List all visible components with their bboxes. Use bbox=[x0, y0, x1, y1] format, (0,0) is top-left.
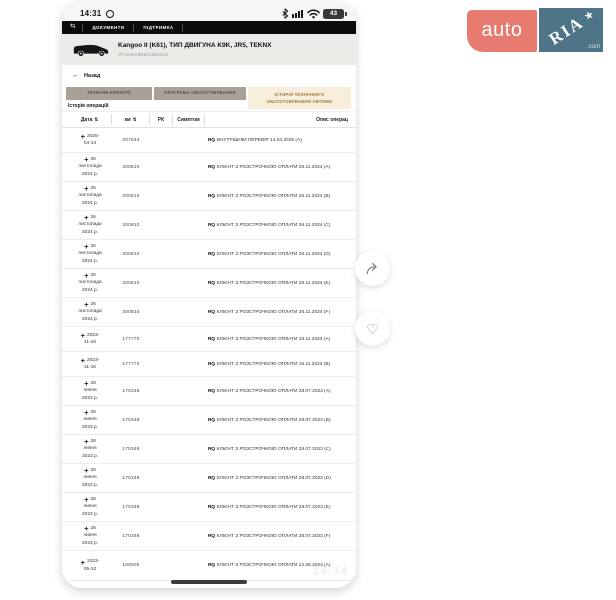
table-row bbox=[62, 298, 356, 327]
vehicle-info bbox=[118, 42, 272, 57]
date-cell: + 28 липня 2023 р. bbox=[81, 466, 98, 488]
operation-code: RQ bbox=[208, 417, 215, 423]
ria-logo bbox=[539, 8, 603, 52]
back-arrow-icon: ← bbox=[72, 72, 79, 79]
table-row bbox=[62, 269, 356, 298]
description-cell bbox=[205, 534, 356, 539]
ria-logo-text: RIA bbox=[545, 12, 588, 49]
column-header-date[interactable] bbox=[68, 114, 112, 125]
expand-row-icon[interactable]: + bbox=[84, 408, 89, 418]
date-cell: + 28 липня 2023 р. bbox=[81, 495, 98, 517]
km-cell: 177770 bbox=[122, 336, 140, 342]
operation-description: КЛІЄНТ З РОЗСТРОЧКОЮ ОПЛАТИ 26.11.2024 (F) bbox=[216, 309, 330, 315]
status-bar-right bbox=[281, 8, 345, 19]
operation-description: КЛІЄНТ З РОЗСТРОЧКОЮ ОПЛАТИ 12.05.2023 (A) bbox=[216, 563, 331, 568]
expand-row-icon[interactable]: + bbox=[84, 466, 89, 476]
km-cell: 200810 bbox=[122, 280, 140, 286]
description-cell bbox=[205, 337, 356, 342]
operation-description: КЛІЄНТ З РОЗСТРОЧКОЮ ОПЛАТИ 28.07.2023 (A) bbox=[216, 388, 331, 394]
tab-bar bbox=[66, 87, 356, 109]
date-cell: + 2023- 11-16 bbox=[80, 356, 100, 371]
operation-description: КЛІЄНТ З РОЗСТРОЧКОЮ ОПЛАТИ 26.11.2024 (B) bbox=[216, 193, 331, 199]
km-cell: 170348 bbox=[122, 388, 140, 394]
expand-row-icon[interactable]: + bbox=[84, 184, 89, 194]
status-time: 14:31 bbox=[80, 9, 102, 18]
photo-watermark: 14:34 bbox=[312, 564, 348, 578]
table-row bbox=[62, 327, 356, 352]
km-cell: 200810 bbox=[122, 164, 140, 170]
operation-description: КЛІЄНТ З РОЗСТРОЧКОЮ ОПЛАТИ 28.07.2023 (F) bbox=[216, 533, 331, 539]
heart-icon: ♡ bbox=[366, 320, 379, 337]
operation-code: RQ bbox=[208, 388, 215, 394]
table-row bbox=[62, 182, 356, 211]
nav-logo-icon: ⇆ bbox=[70, 23, 76, 31]
back-label: Назад bbox=[84, 72, 101, 79]
expand-row-icon[interactable]: + bbox=[84, 379, 89, 389]
operation-description: КЛІЄНТ З РОЗСТРОЧКОЮ ОПЛАТИ 16.11.2023 (A) bbox=[216, 336, 331, 342]
operation-code: RQ bbox=[208, 137, 215, 143]
battery-icon bbox=[323, 9, 344, 19]
operation-description: КЛІЄНТ З РОЗСТРОЧКОЮ ОПЛАТИ 28.07.2023 (E) bbox=[216, 504, 331, 510]
vehicle-title: Kangoo II (K61), ТИП ДВИГУНА K9K, JR5, TEKNX bbox=[118, 42, 272, 49]
table-row bbox=[62, 493, 356, 522]
share-icon bbox=[364, 261, 381, 276]
expand-row-icon[interactable]: + bbox=[80, 356, 86, 366]
operation-code: RQ bbox=[208, 336, 215, 342]
tab-3[interactable]: ІСТОРІЯ ТЕХНІЧНОГО ОБСЛУГОВУВАННЯ АВТОМО bbox=[248, 87, 351, 109]
content-area bbox=[62, 65, 356, 588]
column-label: Дата bbox=[80, 116, 93, 123]
home-indicator[interactable] bbox=[171, 580, 247, 584]
date-cell: + 28 липня 2023 р. bbox=[81, 524, 98, 546]
operation-code: RQ bbox=[208, 280, 215, 286]
operation-description: КЛІЄНТ З РОЗСТРОЧКОЮ ОПЛАТИ 28.07.2023 (D) bbox=[216, 475, 331, 481]
date-cell: + 2023- 11-16 bbox=[80, 331, 100, 346]
cellular-signal-icon bbox=[292, 10, 303, 18]
vehicle-vin: VF1KWX8B550368218 bbox=[118, 52, 168, 57]
description-cell bbox=[205, 362, 356, 367]
status-bar-left bbox=[80, 9, 114, 18]
description-cell bbox=[205, 389, 356, 394]
description-cell bbox=[205, 418, 356, 423]
app-nav-bar bbox=[62, 21, 356, 34]
operation-code: RQ bbox=[208, 446, 215, 452]
table-row bbox=[62, 522, 356, 551]
vehicle-header bbox=[62, 34, 356, 65]
share-button[interactable] bbox=[355, 251, 390, 286]
expand-row-icon[interactable]: + bbox=[84, 271, 89, 281]
description-cell bbox=[205, 223, 356, 228]
date-cell: + 28 липня 2023 р. bbox=[81, 379, 98, 401]
sort-icon[interactable]: ⇅ bbox=[132, 116, 137, 122]
tab-2[interactable]: ПРОГРАМА ОБСЛУГОВУВАННЯ bbox=[154, 87, 246, 100]
table-row bbox=[62, 211, 356, 240]
expand-row-icon[interactable]: + bbox=[84, 495, 89, 505]
km-cell: 200810 bbox=[122, 309, 140, 315]
expand-row-icon[interactable]: + bbox=[84, 242, 89, 252]
expand-row-icon[interactable]: + bbox=[84, 155, 89, 165]
date-cell: + 26 листопада 2024 р. bbox=[78, 271, 102, 293]
date-cell: + 28 липня 2023 р. bbox=[81, 437, 98, 459]
wifi-icon bbox=[307, 9, 320, 19]
ria-com-text: .com bbox=[586, 44, 600, 50]
operation-code: RQ bbox=[208, 309, 215, 315]
description-cell bbox=[205, 281, 356, 286]
column-label: Симптом bbox=[177, 116, 200, 123]
vehicle-icon bbox=[72, 41, 110, 58]
tab-1[interactable]: ТЕХНІЧНІ КРИТЕРІЇ bbox=[66, 87, 152, 100]
operation-description: КЛІЄНТ З РОЗСТРОЧКОЮ ОПЛАТИ 26.11.2024 (E) bbox=[216, 280, 331, 286]
operation-description: КЛІЄНТ З РОЗСТРОЧКОЮ ОПЛАТИ 28.07.2023 (C) bbox=[216, 446, 331, 452]
section-title: Історія операцій bbox=[68, 103, 109, 109]
table-body bbox=[62, 128, 356, 588]
km-cell: 177770 bbox=[122, 361, 140, 367]
km-cell: 200810 bbox=[122, 222, 140, 228]
operation-description: КЛІЄНТ З РОЗСТРОЧКОЮ ОПЛАТИ 26.11.2024 (D) bbox=[216, 251, 331, 257]
star-icon: ★ bbox=[582, 8, 596, 24]
km-cell: 170348 bbox=[122, 533, 140, 539]
date-cell: + 26 листопада 2024 р. bbox=[78, 300, 102, 322]
table-row bbox=[62, 435, 356, 464]
column-header-symptom bbox=[173, 114, 205, 125]
operation-code: RQ bbox=[208, 504, 215, 510]
km-cell: 207644 bbox=[122, 137, 140, 143]
operation-description: КЛІЄНТ З РОЗСТРОЧКОЮ ОПЛАТИ 28.07.2023 (B) bbox=[216, 417, 331, 423]
column-header-rk bbox=[150, 114, 173, 125]
km-cell: 170348 bbox=[122, 417, 140, 423]
date-cell: + 28 липня 2023 р. bbox=[81, 408, 98, 430]
operation-code: RQ bbox=[208, 164, 215, 170]
nav-item-documents[interactable]: ДОКУМЕНТИ bbox=[82, 24, 133, 32]
sort-icon[interactable]: ⇅ bbox=[94, 116, 99, 122]
km-cell: 200810 bbox=[122, 193, 140, 199]
operation-description: КЛІЄНТ З РОЗСТРОЧКОЮ ОПЛАТИ 16.11.2023 (B) bbox=[216, 361, 331, 367]
column-label: Опис операц bbox=[316, 116, 348, 123]
km-cell: 170348 bbox=[122, 504, 140, 510]
operation-description: КЛІЄНТ З РОЗСТРОЧКОЮ ОПЛАТИ 26.11.2024 (C) bbox=[216, 222, 331, 228]
km-cell: 170348 bbox=[122, 446, 140, 452]
description-cell bbox=[205, 310, 356, 315]
bluetooth-icon bbox=[281, 8, 289, 19]
column-label: км bbox=[124, 116, 131, 123]
table-row bbox=[62, 240, 356, 269]
table-row bbox=[62, 464, 356, 493]
km-cell: 170348 bbox=[122, 475, 140, 481]
column-header-description bbox=[205, 114, 356, 125]
operation-code: RQ bbox=[208, 361, 215, 367]
nav-divider bbox=[182, 24, 183, 32]
table-row bbox=[62, 153, 356, 182]
expand-row-icon[interactable]: + bbox=[80, 331, 86, 341]
table-row bbox=[62, 406, 356, 435]
table-row bbox=[62, 377, 356, 406]
description-cell bbox=[205, 476, 356, 481]
description-cell bbox=[205, 138, 356, 143]
back-button[interactable] bbox=[62, 65, 356, 86]
expand-row-icon[interactable]: + bbox=[84, 213, 89, 223]
phone-screenshot bbox=[62, 2, 356, 588]
description-cell bbox=[205, 505, 356, 510]
date-cell: + 26 листопада 2024 р. bbox=[78, 155, 102, 177]
date-cell: + 2025- 04-14 bbox=[80, 132, 100, 147]
date-cell: + 26 листопада 2024 р. bbox=[78, 184, 102, 206]
table-row bbox=[62, 352, 356, 377]
table-header bbox=[62, 111, 356, 128]
location-circle-icon bbox=[106, 10, 114, 18]
date-cell: + 2023- 05-12 bbox=[80, 557, 100, 572]
description-cell bbox=[205, 194, 356, 199]
expand-row-icon[interactable]: + bbox=[80, 557, 86, 567]
operation-description: КЛІЄНТ З РОЗСТРОЧКОЮ ОПЛАТИ 26.11.2024 (A) bbox=[216, 164, 331, 170]
km-cell: 166505 bbox=[122, 563, 140, 568]
description-cell bbox=[205, 252, 356, 257]
auto-logo: auto bbox=[467, 10, 537, 52]
table-row bbox=[62, 128, 356, 153]
expand-row-icon[interactable]: + bbox=[84, 437, 89, 447]
operation-code: RQ bbox=[208, 193, 215, 199]
operation-code: RQ bbox=[208, 222, 215, 228]
km-cell: 200810 bbox=[122, 251, 140, 257]
description-cell bbox=[205, 165, 356, 170]
expand-row-icon[interactable]: + bbox=[80, 132, 86, 142]
nav-item-support[interactable]: ПІДТРИМКА bbox=[133, 24, 182, 32]
status-bar bbox=[62, 2, 356, 22]
column-header-km[interactable] bbox=[112, 114, 150, 125]
operation-code: RQ bbox=[208, 475, 215, 481]
description-cell bbox=[205, 447, 356, 452]
expand-row-icon[interactable]: + bbox=[84, 524, 89, 534]
column-label: РК bbox=[157, 116, 165, 123]
operation-code: RQ bbox=[208, 251, 215, 257]
expand-row-icon[interactable]: + bbox=[84, 300, 89, 310]
operation-code: RQ bbox=[208, 533, 215, 539]
favorite-button[interactable] bbox=[355, 311, 390, 346]
battery-percent: 43 bbox=[329, 10, 338, 17]
date-cell: + 26 листопада 2024 р. bbox=[78, 242, 102, 264]
operation-description: ВНУТРІШНІЙ ПЕРЕВІР 14.04.2025 (A) bbox=[216, 137, 302, 143]
date-cell: + 26 листопада 2024 р. bbox=[78, 213, 102, 235]
operation-code: RQ bbox=[208, 563, 215, 568]
